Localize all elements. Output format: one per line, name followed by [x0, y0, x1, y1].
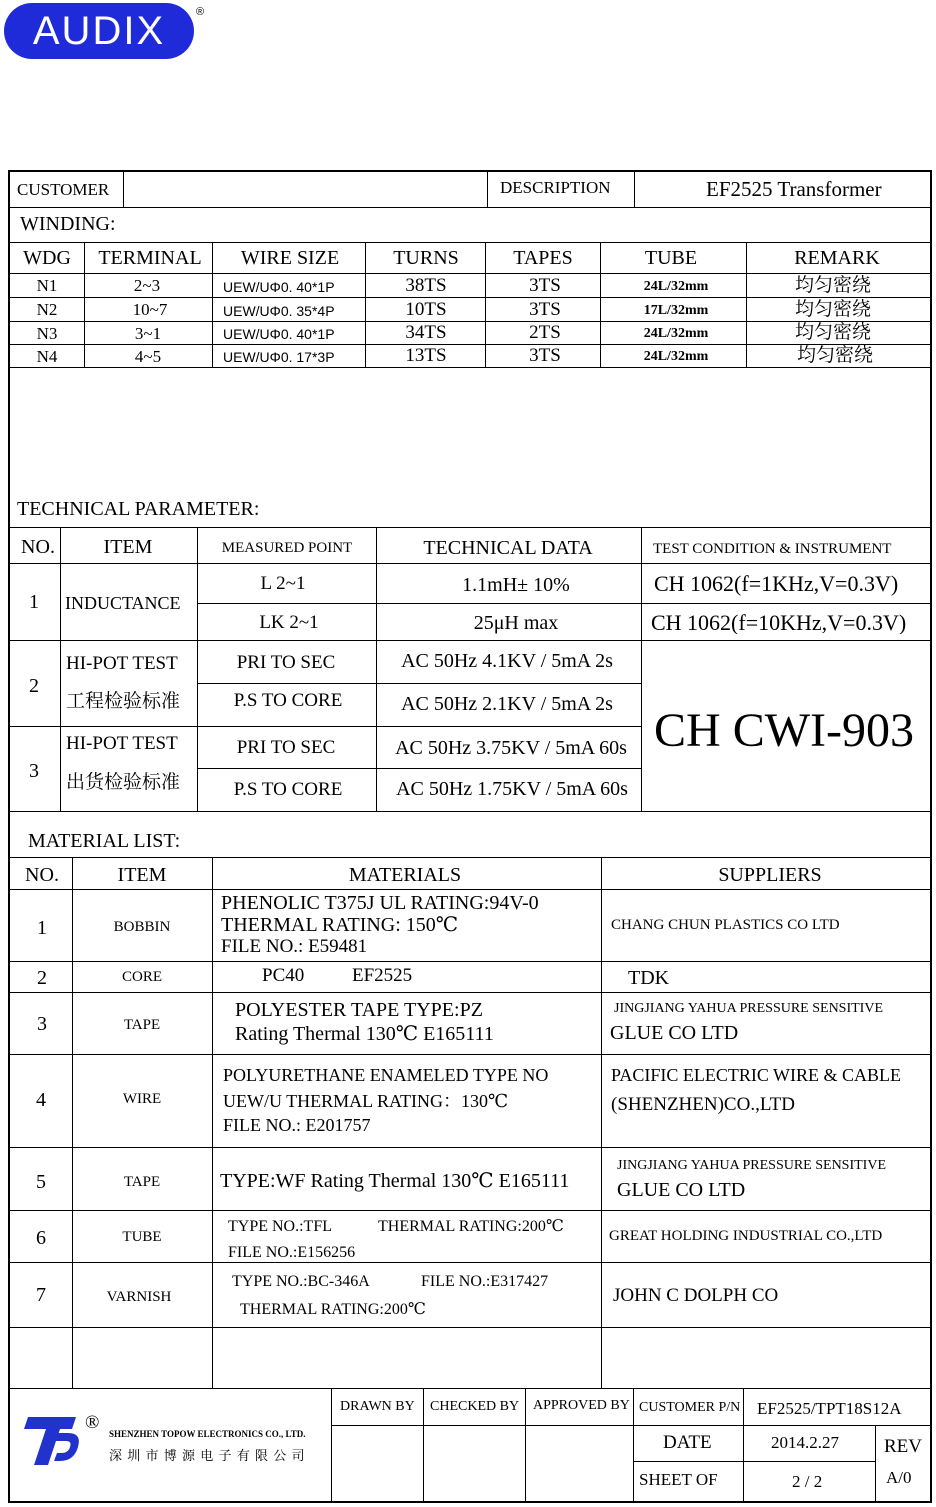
audix-logo: AUDIX [4, 3, 194, 59]
customer-pn-value: EF2525/TPT18S12A [757, 1399, 902, 1418]
cwi-standard: CH CWI-903 [654, 704, 914, 757]
col-tapes: TAPES [513, 247, 573, 269]
date-label: DATE [663, 1432, 712, 1453]
tech-col-technical-data: TECHNICAL DATA [423, 537, 593, 559]
sheet-of-label: SHEET OF [639, 1470, 718, 1489]
mat-col-materials: MATERIALS [348, 864, 462, 886]
col-tube: TUBE [644, 247, 698, 269]
customer-label: CUSTOMER [17, 180, 110, 199]
description-label: DESCRIPTION [500, 178, 611, 197]
tech-col-item: ITEM [103, 536, 153, 558]
winding-title: WINDING: [20, 213, 116, 235]
description-value: EF2525 Transformer [706, 177, 882, 201]
mat-col-item: ITEM [117, 864, 167, 886]
col-wdg: WDG [23, 247, 71, 269]
col-terminal: TERMINAL [98, 247, 202, 269]
tech-col-test-condition: TEST CONDITION & INSTRUMENT [653, 541, 892, 557]
material-title: MATERIAL LIST: [28, 830, 181, 852]
registered-mark-footer: ® [85, 1412, 100, 1433]
mat-col-no: NO. [25, 864, 59, 886]
technical-title: TECHNICAL PARAMETER: [17, 498, 260, 520]
col-wire-size: WIRE SIZE [240, 247, 340, 269]
rev-value: A/0 [886, 1468, 912, 1487]
rev-label: REV [884, 1436, 922, 1457]
tech-col-no: NO. [21, 536, 55, 558]
registered-mark: ® [196, 6, 205, 18]
col-turns: TURNS [393, 247, 459, 269]
tech-col-measured-point: MEASURED POINT [221, 540, 353, 556]
tp-company-logo-icon [24, 1415, 82, 1467]
drawn-by-label: DRAWN BY [340, 1399, 415, 1414]
customer-pn-label: CUSTOMER P/N [639, 1400, 741, 1415]
approved-by-label: APPROVED BY [533, 1398, 630, 1413]
company-name-cn: 深 圳 市 博 源 电 子 有 限 公 司 [109, 1448, 306, 1463]
col-remark: REMARK [794, 247, 880, 269]
mat-col-suppliers: SUPPLIERS [718, 864, 822, 886]
sheet-value: 2 / 2 [792, 1472, 823, 1491]
date-value: 2014.2.27 [771, 1433, 839, 1452]
company-name-en: SHENZHEN TOPOW ELECTRONICS CO., LTD. [109, 1429, 306, 1439]
checked-by-label: CHECKED BY [430, 1399, 520, 1414]
